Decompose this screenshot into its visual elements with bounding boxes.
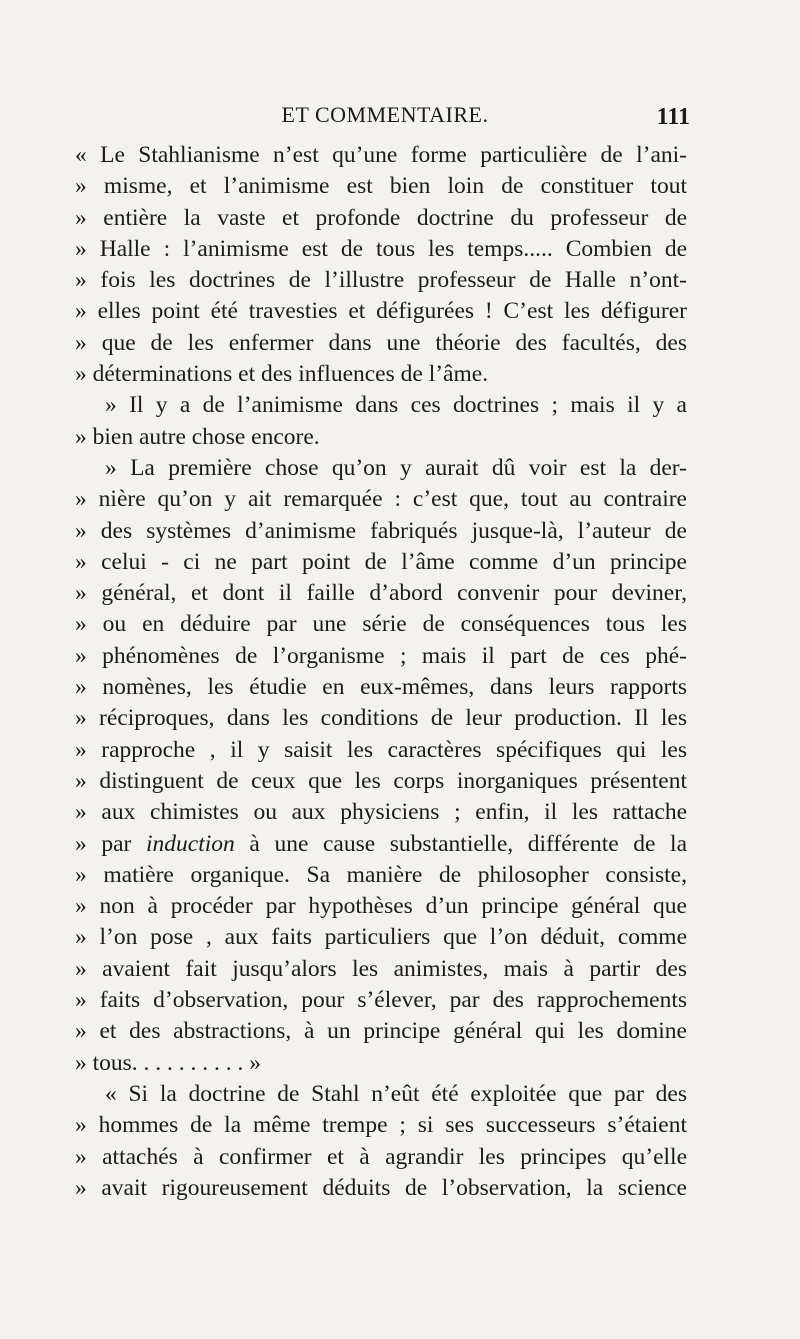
text-line: » avait rigoureusement déduits de l’observation, la science [75, 1174, 687, 1201]
running-title: ET COMMENTAIRE. [281, 102, 489, 127]
text-line: » des systèmes d’animisme fabriqués jusque-là, l’auteur de [75, 517, 687, 544]
text-line: » non à procéder par hypothèses d’un principe général que [75, 893, 687, 920]
text-line: » avaient fait jusqu’alors les animistes, mais à partir des [75, 955, 687, 982]
text-line: » phénomènes de l’organisme ; mais il part de ces phé- [75, 642, 687, 669]
text-line: » ou en déduire par une série de conséquences tous les [75, 611, 687, 638]
page-number: 111 [656, 104, 690, 130]
text-line: » distinguent de ceux que les corps inorganiques présentent [75, 767, 687, 794]
text-line: » misme, et l’animisme est bien loin de constituer tout [75, 173, 687, 200]
text-line: » bien autre chose encore. [75, 423, 320, 450]
text-line: » attachés à confirmer et à agrandir les principes qu’elle [75, 1143, 687, 1170]
text-line: » réciproques, dans les conditions de leur production. Il les [75, 705, 687, 732]
text-line: » celui - ci ne part point de l’âme comme d’un principe [75, 548, 687, 575]
text-line: » l’on pose , aux faits particuliers que l’on déduit, comme [75, 924, 687, 951]
text-line [75, 829, 687, 860]
text-line: » rapproche , il y saisit les caractères spécifiques qui les [75, 736, 687, 763]
text-line: » elles point été travesties et défigurées ! C’est les défigurer [75, 298, 687, 325]
text-line: » matière organique. Sa manière de philosopher consiste, [75, 861, 687, 888]
text-line: » nomènes, les étudie en eux-mêmes, dans leurs rapports [75, 674, 687, 701]
text-line: « Si la doctrine de Stahl n’eût été exploitée que par des [105, 1080, 687, 1107]
text-line: » aux chimistes ou aux physiciens ; enfin, il les rattache [75, 799, 687, 826]
text-line: » déterminations et des influences de l’âme. [75, 361, 489, 388]
body-text [75, 140, 687, 1204]
text-line: » entière la vaste et profonde doctrine du professeur de [75, 204, 687, 231]
page-header [80, 100, 690, 134]
text-line: » et des abstractions, à un principe général qui les domine [75, 1018, 687, 1045]
text-line: » général, et dont il faille d’abord convenir pour deviner, [75, 580, 687, 607]
text-line: » hommes de la même trempe ; si ses successeurs s’étaient [75, 1112, 687, 1139]
text-line: » La première chose qu’on y aurait dû voir est la der- [105, 454, 687, 481]
text-fragment: » par [75, 830, 132, 857]
text-line: » Il y a de l’animisme dans ces doctrines ; mais il y a [105, 392, 687, 419]
text-line: » que de les enfermer dans une théorie des facultés, des [75, 329, 687, 356]
text-line: « Le Stahlianisme n’est qu’une forme particulière de l’ani- [75, 142, 687, 168]
text-fragment: à une cause substantielle, différente de la [249, 830, 687, 857]
text-line: » faits d’observation, pour s’élever, par des rapprochements [75, 987, 687, 1014]
text-line: » fois les doctrines de l’illustre professeur de Halle n’ont- [75, 267, 687, 294]
text-line: » tous. . . . . . . . . . » [75, 1049, 262, 1076]
text-line: » nière qu’on y ait remarquée : c’est que, tout au contraire [75, 486, 687, 513]
italic-word: induction [146, 830, 235, 857]
text-line: » Halle : l’animisme est de tous les temps..... Combien de [75, 235, 687, 262]
